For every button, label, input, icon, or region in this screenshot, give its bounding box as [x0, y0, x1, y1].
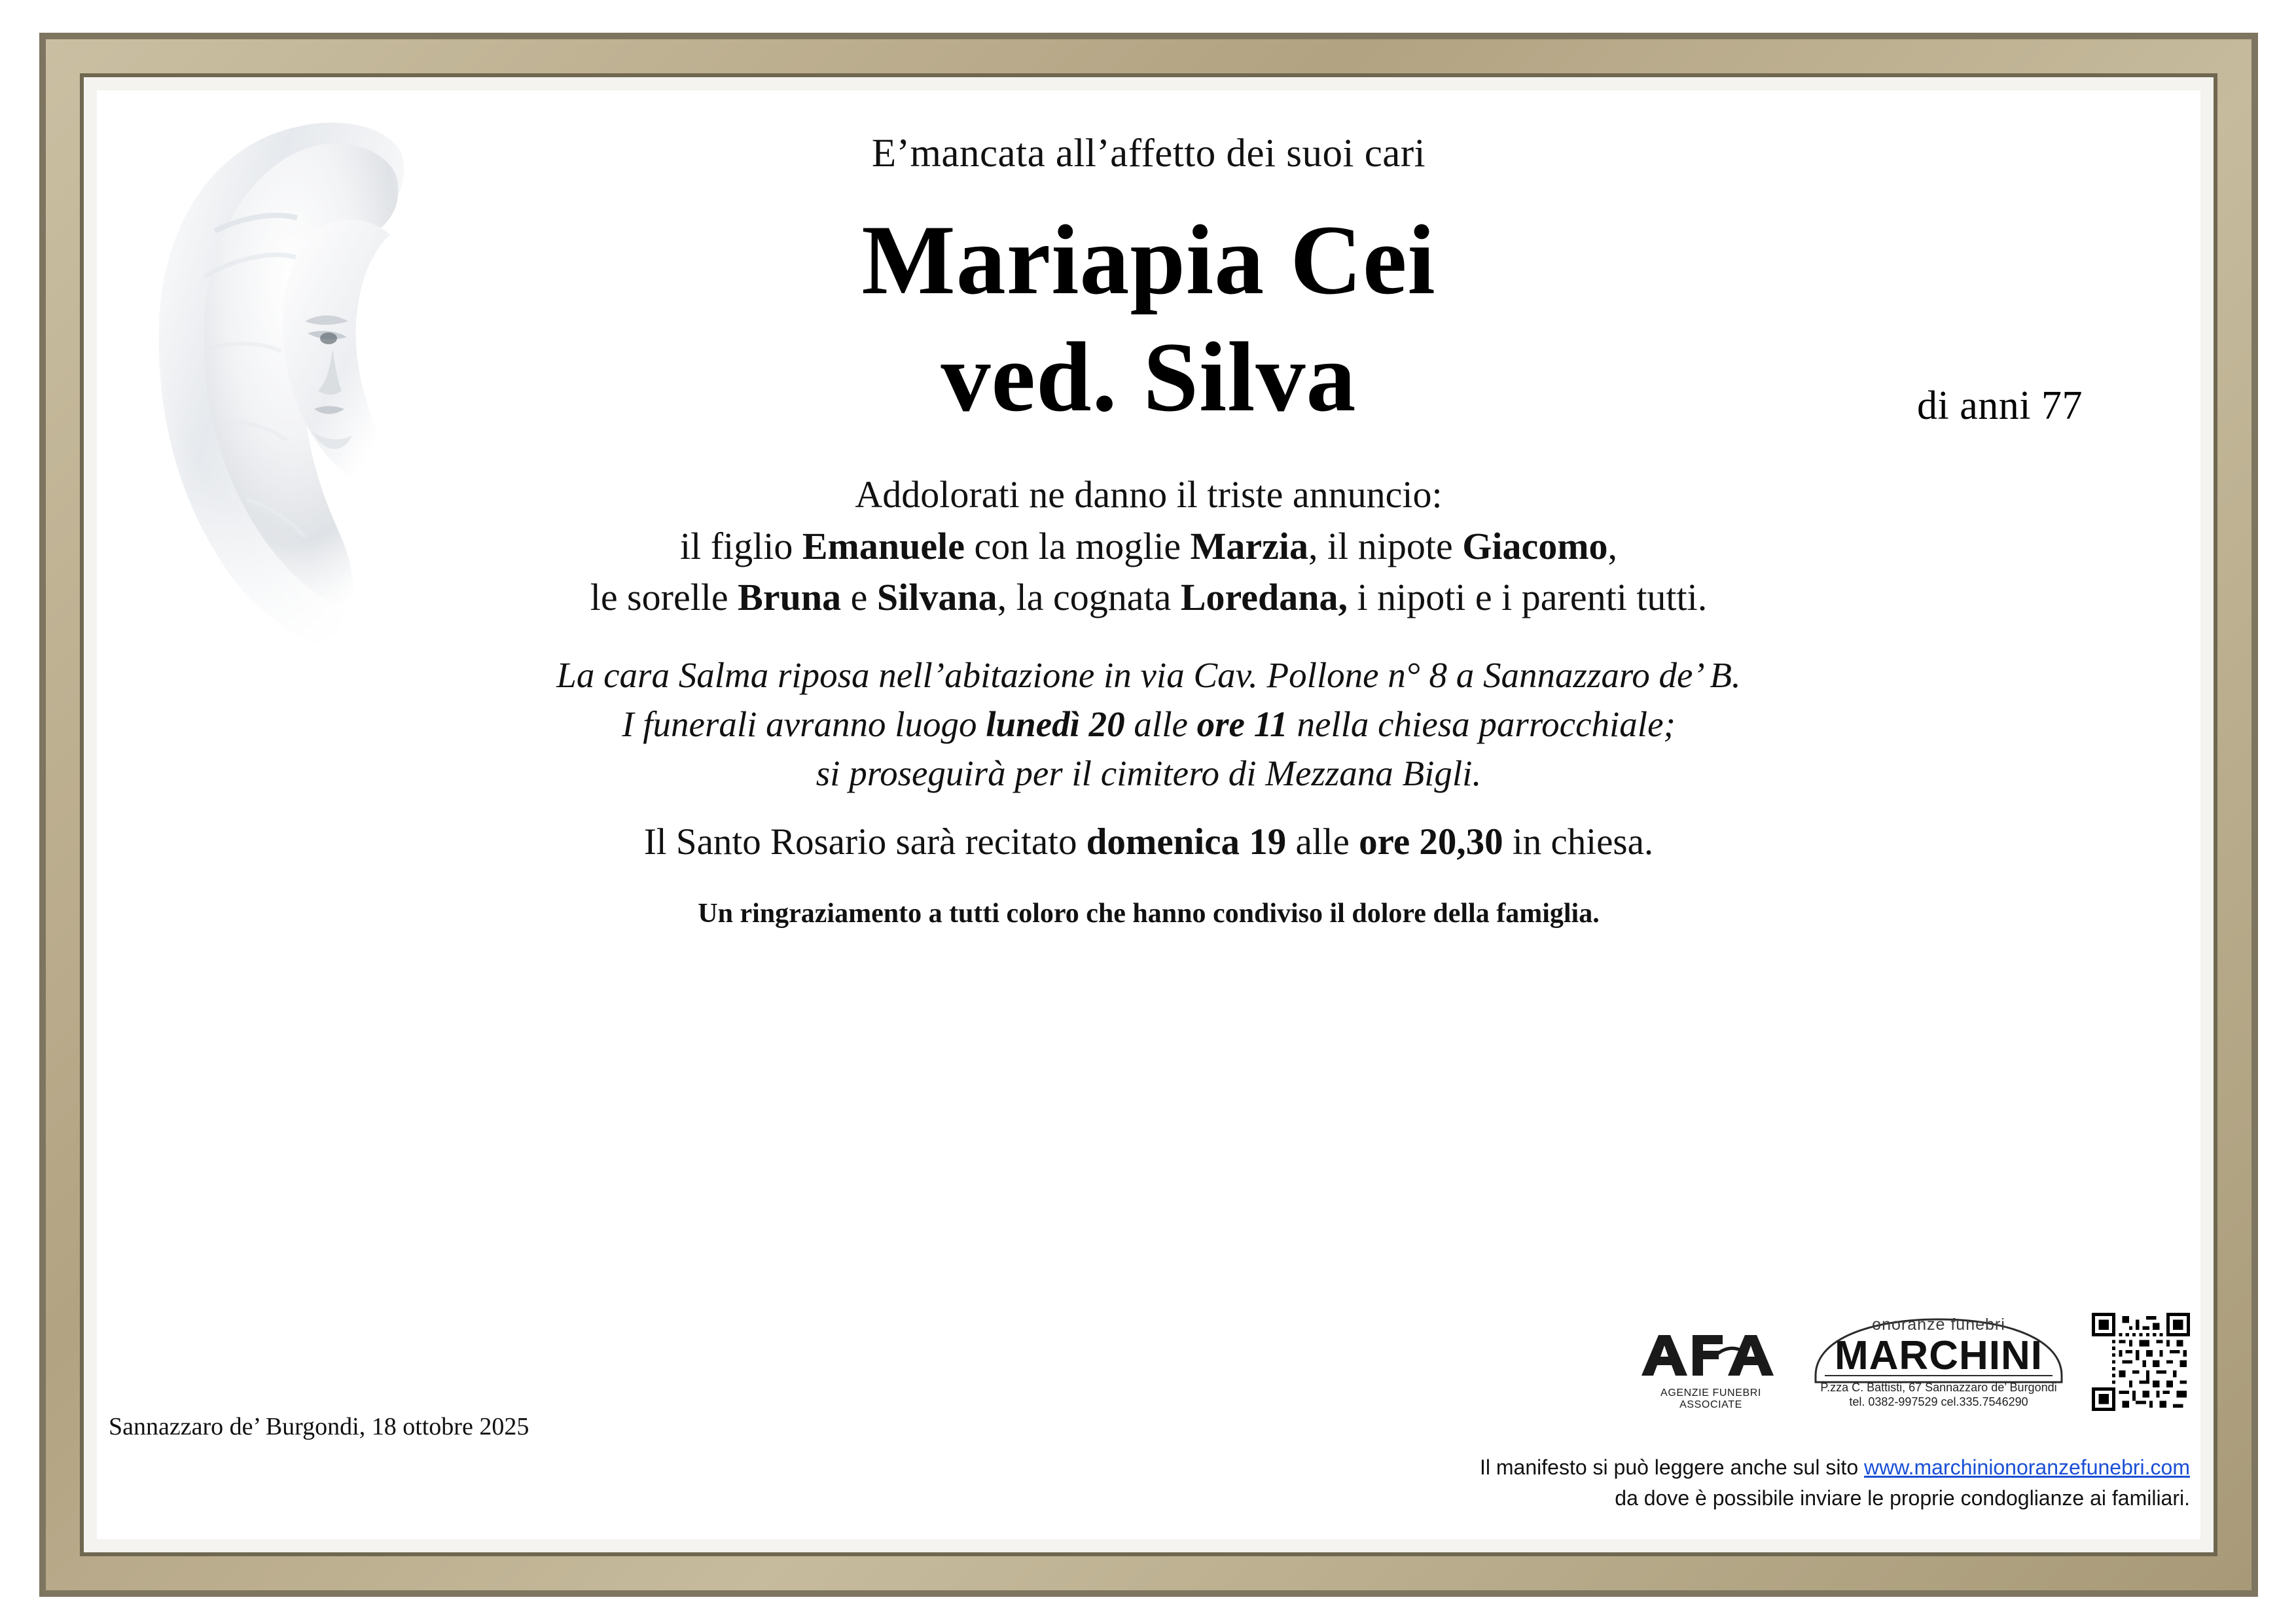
announcement-line3-end: i nipoti e i parenti tutti. [1347, 576, 1708, 619]
rosary-line [97, 818, 2200, 866]
deceased-age: di anni 77 [1917, 383, 2083, 428]
afa-logo-icon [1636, 1327, 1785, 1387]
rosary-end: in chiesa. [1503, 821, 1654, 863]
announcement-line-3 [97, 572, 2200, 624]
rosary-mid: alle [1286, 821, 1359, 863]
intro-line: E’mancata all’affetto dei suoi cari [871, 132, 1426, 175]
announcement-line2-mid: con la moglie [964, 524, 1191, 567]
announcement-line2-pre: il figlio [679, 524, 802, 567]
details-line-2 [97, 700, 2200, 749]
details-line2-end: nella chiesa parrocchiale; [1287, 704, 1676, 745]
afa-logo-caption: AGENZIE FUNEBRI ASSOCIATE [1660, 1387, 1761, 1410]
marchini-logo [1808, 1313, 2070, 1411]
qr-code[interactable] [2092, 1313, 2190, 1411]
marchini-logo-address: P.zza C. Battisti, 67 Sannazzaro de’ Burgondi [1820, 1381, 2057, 1394]
announcement-line2-end: , [1607, 524, 1618, 567]
relative-son: Emanuele [802, 524, 965, 567]
rosary-day: domenica 19 [1086, 821, 1287, 863]
rosary-hour: ore 20,30 [1359, 821, 1503, 863]
death-notice-poster [39, 33, 2258, 1597]
funeral-details-block [97, 651, 2200, 798]
poster-paper [97, 90, 2200, 1539]
marchini-logo-phone: tel. 0382-997529 cel.335.7546290 [1849, 1395, 2028, 1408]
deceased-name-line2: ved. Silva [941, 322, 1357, 433]
website-note-line-2: da dove è possibile inviare le proprie condoglianze ai familiari. [1615, 1486, 2190, 1510]
details-line-1: La cara Salma riposa nell’abitazione in via Cav. Pollone n° 8 a Sannazzaro de’ B. [556, 655, 1741, 696]
announcement-line3-mid: e [841, 576, 877, 619]
details-line2-pre: I funerali avranno luogo [622, 704, 986, 745]
funeral-day: lunedì 20 [986, 704, 1125, 745]
website-note [1480, 1452, 2190, 1513]
afa-logo [1636, 1327, 1785, 1411]
announcement-line2-mid2: , il nipote [1308, 524, 1463, 567]
funeral-hour: ore 11 [1196, 704, 1288, 745]
website-note-prefix: Il manifesto si può leggere anche sul sito [1480, 1455, 1864, 1480]
announcement-line-1: Addolorati ne danno il triste annuncio: [855, 473, 1443, 516]
details-line2-mid: alle [1124, 704, 1197, 745]
relative-sister-1: Bruna [738, 576, 842, 619]
deceased-name-line1: Mariapia Cei [861, 205, 1436, 315]
relative-daughter-in-law: Marzia [1190, 524, 1309, 567]
deceased-name [97, 202, 2200, 437]
website-link[interactable]: www.marchinionoranzefunebri.com [1864, 1455, 2190, 1480]
relative-grandson: Giacomo [1462, 524, 1608, 567]
details-line-3: si proseguirà per il cimitero di Mezzana Bigli. [816, 753, 1482, 793]
marchini-logo-name: MARCHINI [1835, 1333, 2043, 1378]
announcement-block [97, 469, 2200, 624]
marchini-logo-subtitle: onoranze funebri [1872, 1315, 2005, 1334]
rosary-pre: Il Santo Rosario sarà recitato [643, 821, 1086, 863]
place-and-date: Sannazzaro de’ Burgondi, 18 ottobre 2025 [109, 1413, 529, 1440]
thanks-line: Un ringraziamento a tutti coloro che hanno condiviso il dolore della famiglia. [698, 898, 1600, 929]
logos-row [1636, 1313, 2190, 1411]
website-note-line-1 [1480, 1452, 2190, 1482]
relative-sister-in-law: Loredana, [1180, 576, 1348, 619]
announcement-line3-mid2: , la cognata [997, 576, 1181, 619]
relative-sister-2: Silvana [876, 576, 997, 619]
announcement-line3-pre: le sorelle [590, 576, 738, 619]
deceased-name-line2-row [97, 319, 2200, 436]
announcement-line-2 [97, 521, 2200, 573]
